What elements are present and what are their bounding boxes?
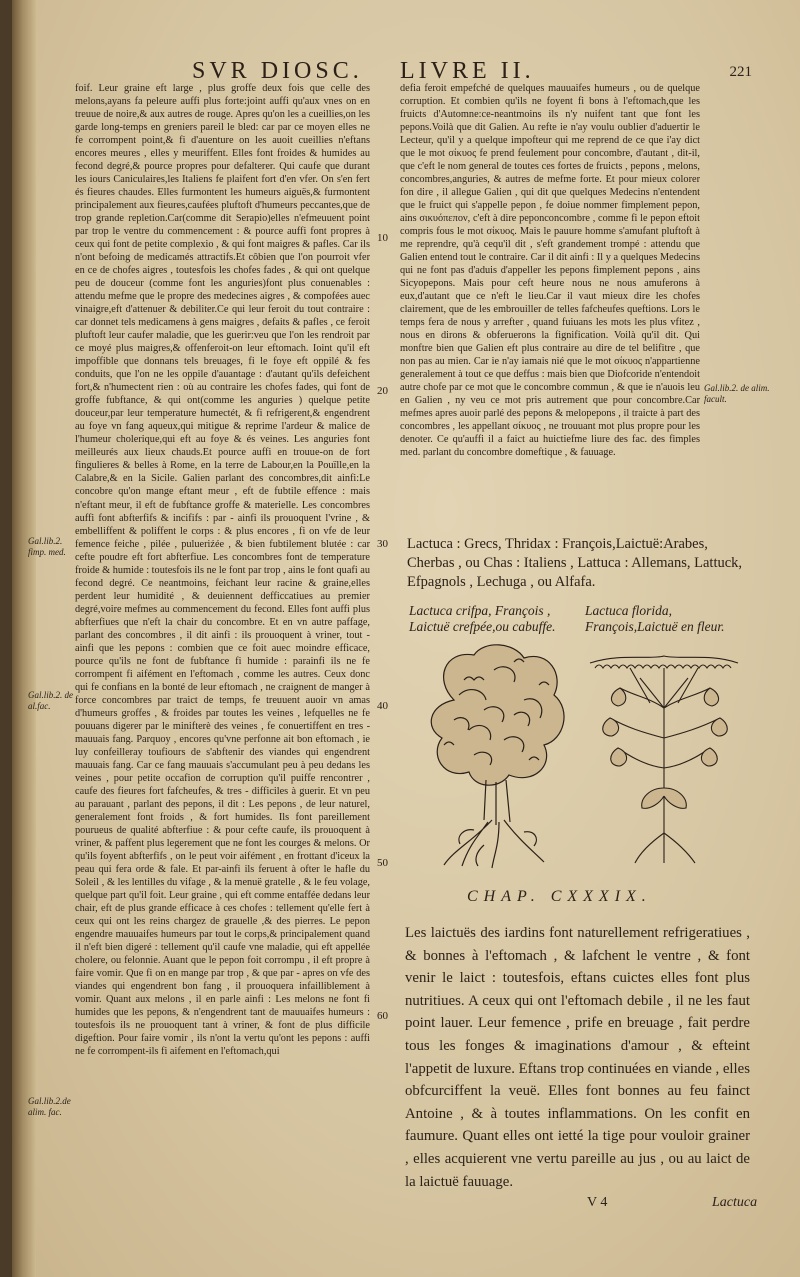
signature-mark: V 4 — [587, 1195, 608, 1210]
chapter-heading: CHAP. CXXXIX. — [467, 888, 652, 905]
lettuce-crispa-illustration — [414, 640, 576, 875]
catchword: Lactuca — [712, 1195, 758, 1210]
right-column-top — [400, 82, 700, 542]
line-number: 40 — [377, 700, 388, 712]
page-number: 221 — [729, 64, 752, 80]
line-number: 60 — [377, 1010, 388, 1022]
margin-note: Gal.lib.2.de alim. fac. — [28, 1096, 71, 1117]
right-column-text: defia feroit empefché de quelques mauuaifes humeurs , ou de quelque corruption. Et combien qu'ils ne foyent fi bons à l'eftomach,que les fruicts d'Automne:ce-neantmoins ils n'y nuifent tant que font les pepons.Voilà que dit Galien. Au refte ie n'ay voulu oublier d'aduertir le Lecteur, qu'il y a quelque impofteur qui me reprend de ce que i'ay dict que le mot σίκυος fe prend feulement pour concombre, d'autant , dit-il, que c'eft le nom general de toutes ces fortes de fruicts , pepons , melons, concombres,anguries, & autres de mefme forte. Et pour mieux colorer fon dire , il allegue Galien , qui dit que quelques Medecins n'entendent que le fruict qui s'appelle pepon , fe doiue nommer fimplement pepon, ains σικυόπεπον, c'eft à dire peponconcombre , comme fi le pepon eftoit compris fous le mot σίκυος. Mais le pauure homme s'amufant pluftoft à me reprendre, qu'à cequ'il dit , s'eft grandement trompé : attendu que Galien entend tout le contraire. Car il dit ainfi : Il y a quelques Medecins qui ne font pas d'aduis d'appeller les pepons fimplement pepons , ains Sicyopepons. Mais pour ceft heure nous ne nous amuferons à eux,d'autant que ce n'eft le lieu.Car il vaut mieux dire les chofes clairement, que de les embrouiller de telles fafcheufes queftions. Lors le temps fera de nous y arrefter , quand fuiuans les mots les plus vfitez , nous en dirons & obferuerons la fignification. Voilà qu'il dit. Qui monftre bien que Galien eft plus contraire au dire de tel belifitre , que non pas au mien. Car ie n'ay iamais nié que le mot σίκυος n'appartienne generalement à tout ce que deffus : mais bien que Diofcoride n'entendoit autre chofe par ce mot que le concombre commun , & que ie n'auois leu en Galien , ny veu ce mot pris autrement que pour concombre.Car mefmes apres auoir parlé des pepons & melopepons , il traicte à part des concombres , les appellant σίκυος , ne trouuant mot plus propre pour les denoter. Ce qu'auffi il a faict au huictiefme liure des fac. des fimples med. parlant du concombre domeftique , & fauuage. — [400, 83, 700, 459]
line-number: 10 — [377, 232, 388, 244]
caption-lactuca-crispa: Lactuca crifpa, François , Laictuë crefpée,ou cabuffe. — [409, 603, 556, 634]
left-column-text: foif. Leur graine eft large , plus groffe deux fois que celle des melons,ayans fa peleure auffi plus forte:joint auffi qu'aux vnes on en treuue de noire,& aux autres de rouge. Apres qu'on les a cueillies,on les garde long-temps en greniers pareil le bled: car par ce moyen elles ne fe corrompent point,& fi d'auenture on les auoit cueillies n'eftans encores meures , elles y meuriffent. Elles font froides & humides au fecond degré,& pource propres pour defalterer. Qui caufe que durant les iours Caniculaires,les Italiens fe plaifent fort d'en vfer. On s'en fert és fieures chaudes. Elles furmontent les humeurs aiguës,& furmontent principalement aux fieures,caufées pluftoft d'humeurs peccantes,que de trop grande repletion.Car(comme dit Serapio)elles n'efmeuuent point par trop le ventre du commencement : & pource auffi font propres à ceux qui font de petite complexio , & qui font maigres & pafles. Car ils n'ont befoing de medicamés attractifs.Et côbien que l'on pourroit vfer en ce de chofes aigres , toutesfois les chofes fades , & qui ont quelque peu de douceur (comme font les anguries)font plus conuenables : attendu mefme que le propre des medecines aigres , & compofées auec vinaigre,eft d'attenuer & debiliter.Ce qui leur feroit du tout contraire : car donnet tels medicamens à gens maigres , defaits & pafles , ce feroit pluftoft leur caufer maladie, que les guerir:veu que l'on les rendroit par ce moyé plus maigres,& offenferoit-on leur eftomach. Ioint qu'il eft impoffible que donnans tels breuages, fi le foye eft oppilé & fes conduits, que l'on ne les oppile d'auantage : d'autant qu'ils defeichent fort,& n'humectent rien : où au contraire les chofes fades, qui font de groffe fubftance, & qui ont(comme les anguries ) quelque petite douceur,par leur temperature humectét, & fi refrigerent,& engendrent au foye vn fang aqueux,qui mitigue & reprime l'ardeur & malice de l'humeur cholerique,qui eft au foye & és veines. Les anguries font meilleurés aux lieux chauds.Et pource auffi en trouue-on de fort fingulieres & belles à Rome, en la terre de Labour,en la Pouïlle,en la Calabre,& en la Sicile. Galien parlant des concombres,dit ainfi:Le concobre qu'on mange eftant meur , eft de fubtile effence : mais n'eftant meur, il eft de fubftance groffe & materielle. Les concombres auffi font abfterfifs & incififs : par - ainfi ils prouoquent l'vrine , & embelliffent & poliffent le corps : & plus encores , fi on vfe de leur femence feiche , pilée , pulueriźée , & bien fubtilement blutée : car cefte poudre eft fort abfterfiue. Les concombres font de temperature froide & humide : toutesfois ils ne le font par trop , ains le font quafi au fecond degré. Ce neantmoins, feichant leur racine & graine,elles perdent leur humidité , & deuiennent defficcatiues au premier degré,voire mefmes au commencement du fecond. Elles font auffi plus abfterfiues que n'eft la chair du concombre. Et en vn autre paffage, parlant des concombres , il dit ainfi : ils prouoquent à vriner, tout - ainfi que les pepons : combien que ce foit auec moindre efficace, pource qu'ils ne font de fubftance fi humide : parainfi ils ne fe corrompent fi aifément en l'eftomach , comme les autres. Ceux donc qui fe confians en la bonté de leur eftomach , ne craignent de manger à force concombres par traict de temps, fe treuuent auoir vn amas d'humeurs groffes , & froides par toutes les veines , lefquelles ne fe pouuans digerer par le minifterè des veines , fe conuertiffent en tres - mauuais fang. Parquoy , encores qu'vne perfonne ait bon eftomach , ie luy confeilleray toufiours de s'abftenir des viandes qui engendrent mauuais fang. Car ce fang mauuais s'accumulant peu à peu dedans les veines , pour petite occafion de corruption qu'il puiffe rencontrer , caufe des fieures fort fafcheufes, & tres - difficiles à guerir. Et vn peu au parauant , parlant des pepons, il dit : Les pepons , de leur naturel, generalement font froids , & fort humides. Ils font pareillement pourueus de qualité abfterfiue : & pour cefte caufe, ils prouoquent à vriner, & paffent plus legerement que ne font les courges & melons. Or qu'ils foyent abfterfifs , on le peut voir aifément , en frottant d'iceux la peau qui fera orde & fale. Et par-ainfi ils feruent à ofter le hafle du Soleil , & les lentilles du vifage , & la menuë gratelle , & le feu volage, quelque part qu'il foit. Leur graine , qui eft comme entaffée dedans leur chair, eft de plus grande efficace à ces chofes : tellement qu'elle fert à ceux qui ont les reins chargez de grauelle ,& des pierres. Le pepon engendre mauuaifes humeurs par tout le corps,& principalement quand il n'eft bien digeré : tellement qu'il caufe vne maladie, qui eft appellée cholere, ou felonnie. Auant que le pepon foit corrompu , il eft propre à faire vomir. Que fi on en mange par trop , & que par - apres on vfe des viandes qui engendrent bon fang , il prouoquera infailliblement à vomir. Quant aux melons , il en parle ainfi : Les melons ne font fi humides que les pepons, & n'engendrent tant de mauuaifes humeurs : toutesfois ils ne prouoquent tant à vriner, & font de plus difficile digeftion. Pour faire vomir , ils n'ont la vertu qu'ont les pepons : auffi ne fe corrompent-ils fi aifement en l'eftomach,qui — [75, 83, 370, 1058]
caption-lactuca-florida: Lactuca florida, François,Laictuë en fleur. — [585, 603, 725, 634]
lactuca-names-entry: Lactuca : Grecs, Thridax : François,Laictuë:Arabes, Cherbas , ou Chas : Italiens , Lattuca : Allemans, Lattuck, Efpagnols , Lechuga , ou Alfafa. — [407, 536, 743, 590]
chapter-body-text: Les laictuës des iardins font naturellement refrigeratiues , & bonnes à l'eftomach , & lafchent le ventre , & font venir le laict : toutesfois, eftans cuictes elles font plus nutritiues. A ceux qui ont l'eftomach debile , il ne les faut point lauer. Leur femence , prife en breuage , fait perdre tous les fonges & imaginations d'amour , & efteint l'appetit de luxure. Eftans trop continuées en viande , elles obfcurciffent la veuë. Elles font bonnes au feu fainct Antoine , & à toutes inflammations. On les confit en faumure. Quant elles ont ietté la tige pour vouloir grainer , elles acquierent vne vertu pareille au jus , ou au laict de la laictuë fauuage. — [405, 925, 750, 1190]
line-number: 50 — [377, 857, 388, 869]
lettuce-florida-illustration — [580, 648, 748, 868]
left-column — [75, 82, 370, 1277]
header-left-title: SVR DIOSC. — [192, 58, 363, 84]
page-gutter — [12, 0, 36, 1277]
margin-note: Gal.lib.2. fimp. med. — [28, 536, 66, 557]
header-right-title: LIVRE II. — [400, 58, 535, 84]
margin-note: Gal.lib.2. de al.fac. — [28, 690, 73, 711]
margin-note: Gal.lib.2. de alim. facult. — [704, 383, 770, 404]
line-number: 30 — [377, 538, 388, 550]
book-page — [12, 0, 800, 1277]
line-number: 20 — [377, 385, 388, 397]
